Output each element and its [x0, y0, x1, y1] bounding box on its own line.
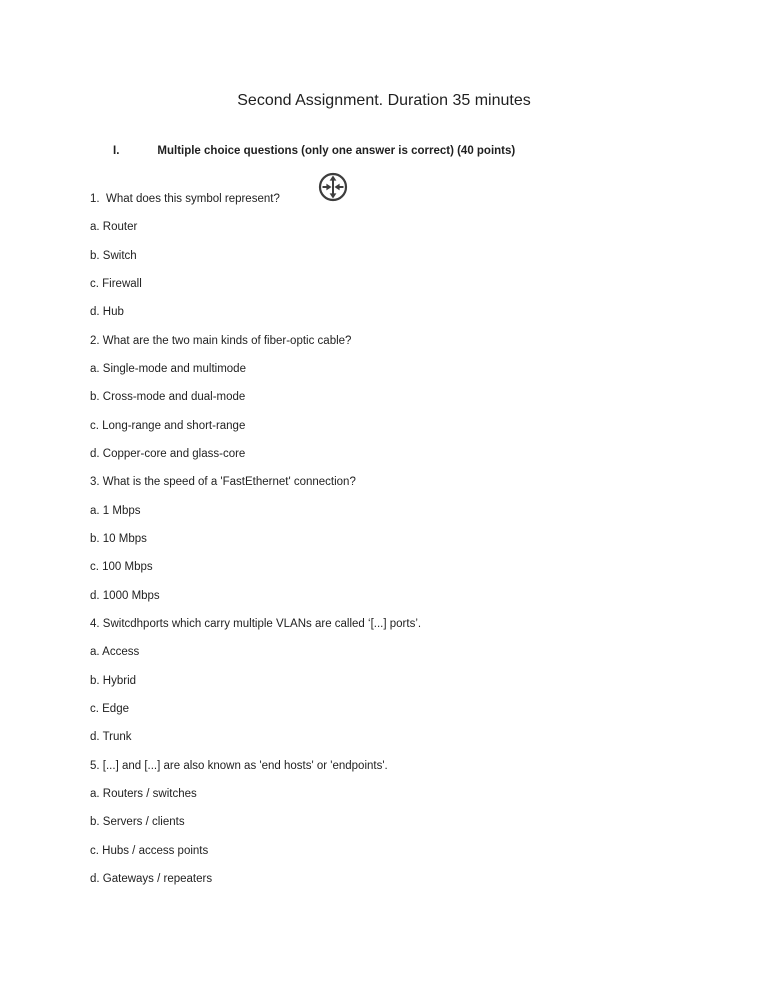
- option-row: [90, 497, 728, 525]
- option-row: [90, 553, 728, 581]
- option-text: a. Single-mode and multimode: [90, 363, 246, 376]
- option-row: [90, 837, 728, 865]
- option-text: a. Access: [90, 646, 140, 659]
- document-title: Second Assignment. Duration 35 minutes: [237, 92, 531, 109]
- option-text: d. Gateways / repeaters: [90, 873, 213, 886]
- option-text: a. 1 Mbps: [90, 504, 141, 517]
- question-text: 2. What are the two main kinds of fiber-optic cable?: [90, 334, 352, 347]
- question-4-text-row: [90, 610, 728, 638]
- option-text: d. 1000 Mbps: [90, 589, 160, 602]
- question-5-text-row: [90, 752, 728, 780]
- option-row: [90, 440, 728, 468]
- router-icon: [318, 172, 348, 202]
- option-text: a. Router: [90, 221, 138, 234]
- question-text: 5. [...] and [...] are also known as 'end hosts' or 'endpoints'.: [90, 759, 388, 772]
- questions-list: [90, 185, 728, 893]
- question-2-text-row: [90, 327, 728, 355]
- option-text: d. Copper-core and glass-core: [90, 448, 246, 461]
- option-row: [90, 242, 728, 270]
- option-row: [90, 667, 728, 695]
- option-text: b. Hybrid: [90, 674, 137, 687]
- option-text: d. Hub: [90, 306, 124, 319]
- option-text: b. Cross-mode and dual-mode: [90, 391, 246, 404]
- option-text: c. 100 Mbps: [90, 561, 153, 574]
- option-text: b. Servers / clients: [90, 816, 185, 829]
- option-text: d. Trunk: [90, 731, 132, 744]
- option-row: [90, 808, 728, 836]
- option-text: c. Hubs / access points: [90, 844, 209, 857]
- question-3-text-row: [90, 468, 728, 496]
- section-heading: [113, 144, 515, 159]
- question-text: 1. What does this symbol represent?: [90, 193, 280, 206]
- section-heading-text: Multiple choice questions (only one answer is correct) (40 points): [157, 145, 516, 157]
- option-text: c. Edge: [90, 703, 129, 716]
- option-row: [90, 412, 728, 440]
- option-row: [90, 270, 728, 298]
- option-row: [90, 638, 728, 666]
- option-row: [90, 298, 728, 326]
- option-row: [90, 865, 728, 893]
- question-text: 3. What is the speed of a 'FastEthernet' connection?: [90, 476, 356, 489]
- option-row: [90, 780, 728, 808]
- option-row: [90, 525, 728, 553]
- option-row: [90, 213, 728, 241]
- option-text: c. Long-range and short-range: [90, 419, 246, 432]
- option-row: [90, 582, 728, 610]
- option-text: a. Routers / switches: [90, 788, 197, 801]
- option-row: [90, 723, 728, 751]
- option-row: [90, 695, 728, 723]
- option-row: [90, 383, 728, 411]
- option-text: c. Firewall: [90, 278, 142, 291]
- question-text: 4. Switcdhports which carry multiple VLANs are called ‘[...] ports’.: [90, 618, 422, 631]
- option-text: b. Switch: [90, 249, 137, 262]
- question-1-text-row: [90, 185, 728, 213]
- section-numeral: I.: [113, 145, 120, 157]
- option-text: b. 10 Mbps: [90, 533, 147, 546]
- option-row: [90, 355, 728, 383]
